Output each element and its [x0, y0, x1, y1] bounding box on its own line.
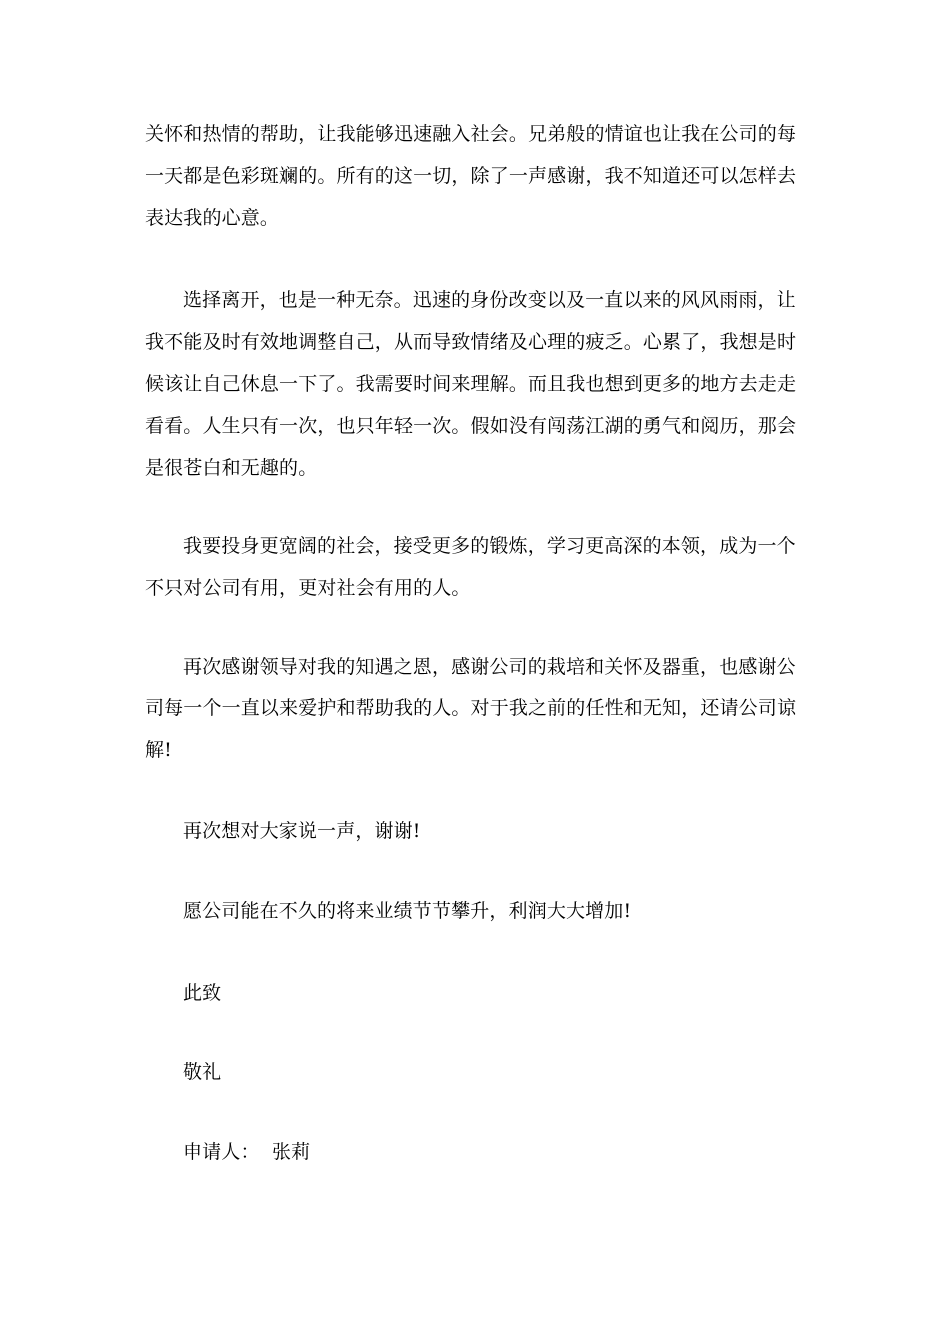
paragraph-1-line-1: 关怀和热情的帮助，让我能够迅速融入社会。兄弟般的情谊也让我在公司的每: [145, 123, 797, 145]
paragraph-4-line-3: 解!: [145, 739, 172, 761]
paragraph-3-line-2: 不只对公司有用，更对社会有用的人。: [145, 577, 471, 599]
paragraph-3-line-1: 我要投身更宽阔的社会，接受更多的锻炼，学习更高深的本领，成为一个: [183, 535, 796, 557]
paragraph-2-line-3: 候该让自己休息一下了。我需要时间来理解。而且我也想到更多的地方去走走: [145, 373, 797, 395]
paragraph-2-line-1: 选择离开，也是一种无奈。迅速的身份改变以及一直以来的风风雨雨，让: [183, 289, 796, 311]
paragraph-4-line-2: 司每一个一直以来爱护和帮助我的人。对于我之前的任性和无知，还请公司谅: [145, 697, 797, 719]
paragraph-1-line-2: 一天都是色彩斑斓的。所有的这一切，除了一声感谢，我不知道还可以怎样去: [145, 165, 797, 187]
paragraph-1-line-3: 表达我的心意。: [145, 207, 280, 229]
closing-regards: 敬礼: [183, 1061, 222, 1083]
paragraph-4-line-1: 再次感谢领导对我的知遇之恩，感谢公司的栽培和关怀及器重，也感谢公: [183, 656, 796, 678]
paragraph-2-line-5: 是很苍白和无趣的。: [145, 457, 318, 479]
paragraph-2-line-4: 看看。人生只有一次，也只年轻一次。假如没有闯荡江湖的勇气和阅历，那会: [145, 415, 797, 437]
wish-line: 愿公司能在不久的将来业绩节节攀升，利润大大增加!: [183, 900, 632, 922]
thanks-line: 再次想对大家说一声，谢谢!: [183, 820, 421, 842]
closing-salutation: 此致: [183, 982, 222, 1004]
paragraph-2-line-2: 我不能及时有效地调整自己，从而导致情绪及心理的疲乏。心累了，我想是时: [145, 331, 797, 353]
signature-line: 申请人： 张莉: [183, 1141, 311, 1163]
